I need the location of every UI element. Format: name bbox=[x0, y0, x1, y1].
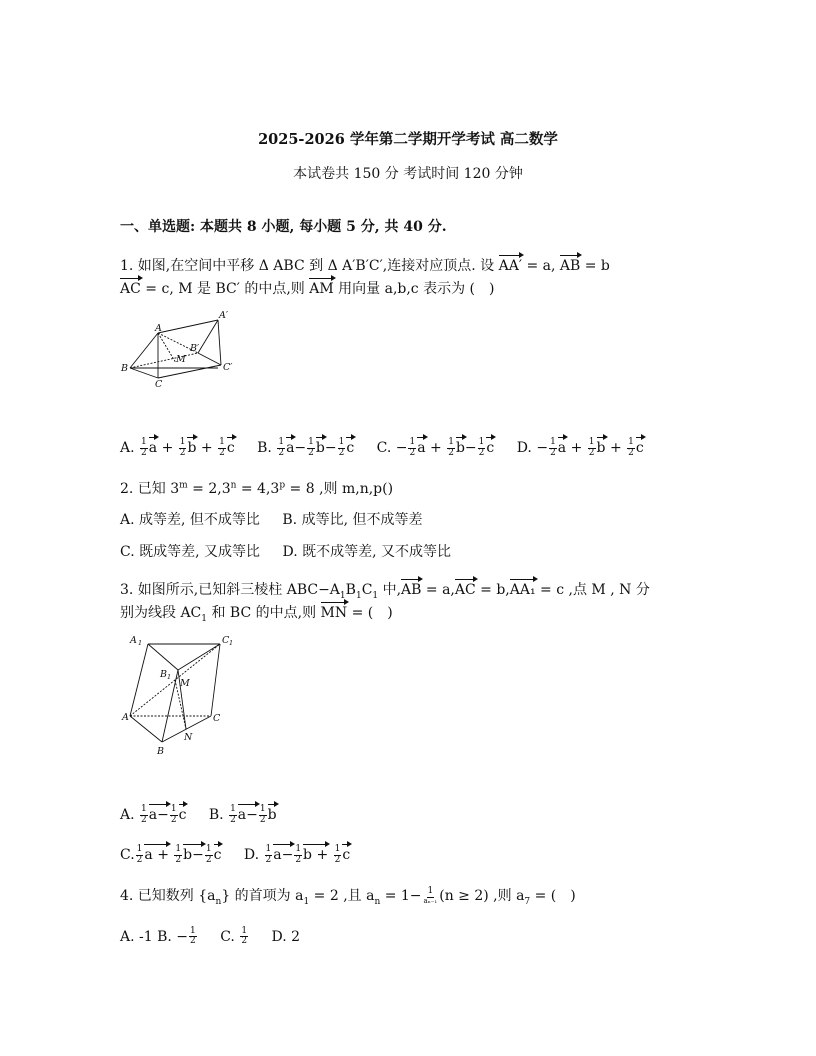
q1-option-c[interactable] bbox=[376, 437, 495, 458]
fraction bbox=[277, 438, 285, 458]
fraction bbox=[140, 805, 148, 825]
sub: n bbox=[215, 896, 222, 907]
num: 1 bbox=[588, 437, 595, 448]
fraction bbox=[170, 805, 178, 825]
q3-label-c1-sub: 1 bbox=[229, 639, 234, 647]
q1-text: 用向量 a,b,c 表示为 ( ) bbox=[333, 281, 495, 297]
vector-mn: MN bbox=[321, 601, 348, 620]
q3-text: 和 BC 的中点,则 bbox=[207, 605, 321, 621]
q1-option-b[interactable] bbox=[257, 437, 355, 458]
fraction bbox=[240, 927, 248, 947]
q3-label-b1: B bbox=[160, 669, 167, 680]
vector-b: b bbox=[597, 436, 606, 455]
fraction bbox=[408, 438, 416, 458]
den: 2 bbox=[278, 447, 285, 458]
num: 1 bbox=[190, 926, 196, 936]
sub: 1 bbox=[355, 590, 362, 601]
vector-c: c bbox=[346, 436, 354, 455]
q3-prism-figure bbox=[118, 632, 243, 760]
q1-label-m: M bbox=[176, 354, 186, 365]
fraction bbox=[338, 438, 346, 458]
sub: 1 bbox=[339, 590, 346, 601]
sub: 1 bbox=[201, 613, 208, 624]
q2-stem bbox=[120, 478, 393, 498]
q2-text: = 4,3 bbox=[236, 481, 280, 497]
sign: + bbox=[200, 440, 213, 456]
sub: 1 bbox=[303, 896, 310, 907]
num: 1 bbox=[170, 804, 177, 815]
q1-text: 1. 如图,在空间中平移 bbox=[120, 258, 259, 274]
num: 1 bbox=[241, 926, 248, 936]
q1-eq-a: = a bbox=[522, 258, 551, 274]
num: 1 bbox=[230, 804, 236, 815]
num: 1 bbox=[448, 437, 454, 448]
vector-ab: AB bbox=[401, 578, 421, 597]
vector-a: a bbox=[417, 436, 425, 455]
q1-triangle-prime: Δ A′B′C′ bbox=[327, 258, 383, 274]
option-label: C. bbox=[120, 847, 135, 863]
exam-subtitle: 本试卷共 150 分 考试时间 120 分钟 bbox=[293, 166, 523, 182]
num: 1 bbox=[141, 804, 147, 815]
vector-am: AM bbox=[309, 277, 333, 296]
q1-label-b: B bbox=[121, 363, 128, 374]
num: 1 bbox=[179, 437, 186, 448]
den: 2 bbox=[219, 447, 225, 458]
q3-label-a: A bbox=[122, 712, 129, 723]
den: 2 bbox=[478, 447, 485, 458]
q4-option-c[interactable] bbox=[220, 926, 249, 947]
option-label: D. bbox=[516, 440, 532, 456]
q3-text: = a, bbox=[421, 582, 455, 598]
fraction bbox=[259, 805, 267, 825]
q1-text: , bbox=[550, 258, 560, 274]
vector-c: c bbox=[227, 436, 235, 455]
den: 2 bbox=[448, 447, 454, 458]
num: 1 bbox=[308, 437, 314, 448]
den: 2 bbox=[295, 854, 302, 865]
q1-option-a[interactable] bbox=[120, 437, 235, 458]
den: 2 bbox=[179, 447, 186, 458]
q1-label-c-prime: C′ bbox=[223, 362, 233, 373]
sign: + bbox=[570, 440, 583, 456]
vector-b: b bbox=[187, 436, 196, 455]
q3-text: 3. 如图所示,已知斜三棱柱 ABC−A bbox=[120, 582, 340, 598]
q3-options-row1 bbox=[120, 803, 277, 825]
q2-option-a[interactable]: A. 成等差, 但不成等比 bbox=[120, 512, 260, 528]
term: a− bbox=[149, 803, 169, 822]
num: 1 bbox=[295, 844, 302, 855]
fraction bbox=[140, 438, 148, 458]
den: 2 bbox=[170, 814, 177, 825]
q3-label-a1: A bbox=[130, 635, 137, 646]
fraction bbox=[447, 438, 455, 458]
q3-text: 别为线段 AC bbox=[120, 605, 202, 621]
q4-stem bbox=[120, 885, 576, 907]
vector-aa-prime: AA′ bbox=[499, 254, 522, 273]
section-heading: 一、单选题: 本题共 8 小题, 每小题 5 分, 共 40 分. bbox=[120, 219, 447, 235]
fraction bbox=[136, 845, 144, 865]
den: 2 bbox=[241, 936, 248, 947]
den: aₙ₋₁ bbox=[423, 896, 438, 905]
term: c bbox=[214, 843, 222, 862]
q3-text: C bbox=[361, 582, 373, 598]
sub: 1 bbox=[372, 590, 379, 601]
q4-option-d[interactable]: D. 2 bbox=[271, 928, 301, 945]
den: 2 bbox=[334, 854, 341, 865]
q1-eq-c: = c bbox=[140, 281, 170, 297]
option-label: B. bbox=[208, 807, 224, 823]
q1-triangle-abc: Δ ABC bbox=[258, 258, 305, 274]
q3-label-m: M bbox=[180, 678, 190, 689]
q1-stem-line2 bbox=[120, 277, 494, 298]
exp-p: p bbox=[279, 480, 286, 491]
num: 1 bbox=[278, 437, 285, 448]
den: 2 bbox=[175, 854, 182, 865]
q3-text: B bbox=[345, 582, 356, 598]
q1-text: , M 是 BC′ 的中点,则 bbox=[169, 281, 310, 297]
q3-option-c[interactable] bbox=[120, 844, 222, 865]
q1-options bbox=[120, 436, 662, 458]
sign: − bbox=[536, 440, 549, 456]
q2-option-b[interactable]: B. 成等比, 但不成等差 bbox=[282, 512, 423, 528]
vector-a: a bbox=[286, 436, 294, 455]
num: 1 bbox=[338, 437, 345, 448]
option-label: D. bbox=[243, 847, 260, 863]
q3-option-b[interactable] bbox=[208, 804, 277, 825]
fraction bbox=[588, 438, 596, 458]
option-label: A. bbox=[120, 807, 135, 823]
q4-text: = 2 ,且 a bbox=[309, 888, 375, 904]
q3-text: = b, bbox=[475, 582, 510, 598]
exp-m: m bbox=[179, 480, 188, 491]
num: 1 bbox=[259, 804, 266, 815]
q2-option-c[interactable]: C. 既成等差, 又成等比 bbox=[120, 544, 261, 560]
den: 2 bbox=[259, 814, 266, 825]
sign: + bbox=[430, 440, 442, 456]
sub: 7 bbox=[524, 896, 531, 907]
sub: n bbox=[374, 896, 381, 907]
sign: − bbox=[294, 440, 307, 456]
option-label: C. bbox=[220, 928, 235, 945]
q2-text: = 8 ,则 m,n,p() bbox=[285, 481, 394, 497]
fraction bbox=[189, 927, 197, 947]
q3-label-b1-sub: 1 bbox=[167, 673, 172, 681]
q1-text: 到 bbox=[304, 258, 328, 274]
term: c bbox=[342, 843, 350, 862]
num: 1 bbox=[136, 844, 143, 855]
option-label: B. − bbox=[157, 928, 189, 945]
q3-option-d[interactable] bbox=[243, 844, 351, 865]
num: 1 bbox=[550, 437, 556, 448]
fraction bbox=[265, 845, 273, 865]
num: 1 bbox=[334, 844, 341, 855]
den: 2 bbox=[588, 447, 595, 458]
num: 1 bbox=[219, 437, 225, 448]
vector-a: a bbox=[558, 436, 566, 455]
fraction bbox=[218, 438, 226, 458]
vector-ab: AB bbox=[560, 254, 580, 273]
num: 1 bbox=[409, 437, 416, 448]
den: 2 bbox=[190, 936, 196, 947]
den: 2 bbox=[141, 814, 147, 825]
vector-c: c bbox=[486, 436, 494, 455]
den: 2 bbox=[205, 854, 212, 865]
term: b bbox=[268, 803, 277, 822]
q3-options-row2 bbox=[120, 843, 350, 865]
num: 1 bbox=[427, 886, 434, 897]
q1-stem-line1 bbox=[120, 254, 610, 275]
q3-text: = c ,点 M , N 分 bbox=[535, 582, 650, 598]
option-label: C. bbox=[376, 440, 392, 456]
den: 2 bbox=[308, 447, 314, 458]
q1-label-b-prime: B′ bbox=[190, 343, 200, 354]
den: 2 bbox=[338, 447, 345, 458]
q1-label-a-prime: A′ bbox=[219, 310, 229, 321]
vector-ac: AC bbox=[120, 277, 141, 296]
term: b + bbox=[303, 843, 328, 862]
num: 1 bbox=[265, 844, 272, 855]
q4-text: } 的首项为 a bbox=[221, 888, 304, 904]
option-label: B. bbox=[257, 440, 272, 456]
sign: − bbox=[464, 440, 477, 456]
num: 1 bbox=[141, 437, 147, 448]
term: c bbox=[179, 803, 187, 822]
vector-b: b bbox=[456, 436, 465, 455]
q3-text: 中, bbox=[378, 582, 402, 598]
q4-text: (n ≥ 2) ,则 a bbox=[439, 888, 525, 904]
q4-text: = 1− bbox=[380, 888, 422, 904]
q3-label-c: C bbox=[213, 713, 221, 724]
q2-text: 2. 已知 3 bbox=[120, 481, 180, 497]
q3-label-c1: C bbox=[222, 635, 230, 646]
den: 2 bbox=[628, 447, 634, 458]
exp-n: n bbox=[230, 480, 237, 491]
q3-stem-line1 bbox=[120, 578, 650, 601]
den: 2 bbox=[136, 854, 143, 865]
fraction bbox=[423, 887, 439, 905]
q4-option-b[interactable] bbox=[157, 926, 198, 947]
term: a− bbox=[273, 843, 293, 862]
vector-c: c bbox=[636, 436, 644, 455]
q1-label-a: A bbox=[155, 323, 162, 334]
fraction bbox=[549, 438, 557, 458]
fraction bbox=[205, 845, 213, 865]
num: 1 bbox=[175, 844, 182, 855]
q2-options-row2 bbox=[120, 541, 451, 561]
q3-label-n: N bbox=[184, 732, 193, 743]
sign: + bbox=[161, 440, 174, 456]
q1-option-d[interactable] bbox=[516, 437, 644, 458]
vector-ac: AC bbox=[455, 578, 476, 597]
q4-options bbox=[120, 927, 300, 947]
q4-text: 4. 已知数列 {a bbox=[120, 888, 216, 904]
q1-eq-b: = b bbox=[580, 258, 610, 274]
q3-option-a[interactable] bbox=[120, 804, 187, 825]
q1-text: ,连接对应顶点. 设 bbox=[382, 258, 499, 274]
den: 2 bbox=[141, 447, 147, 458]
den: 2 bbox=[550, 447, 556, 458]
den: 2 bbox=[230, 814, 236, 825]
sign: + bbox=[609, 440, 622, 456]
fraction bbox=[627, 438, 635, 458]
sign: − bbox=[324, 440, 337, 456]
vector-b: b bbox=[316, 436, 325, 455]
vector-aa1: AA₁ bbox=[510, 578, 536, 597]
q2-option-d[interactable]: D. 既不成等差, 又不成等比 bbox=[282, 544, 451, 560]
fraction bbox=[478, 438, 486, 458]
fraction bbox=[229, 805, 237, 825]
q3-label-a1-sub: 1 bbox=[138, 639, 143, 647]
term: a + bbox=[144, 843, 169, 862]
fraction bbox=[294, 845, 302, 865]
fraction bbox=[174, 845, 182, 865]
q3-label-b: B bbox=[157, 746, 164, 757]
fraction bbox=[179, 438, 187, 458]
num: 1 bbox=[478, 437, 485, 448]
q4-option-a[interactable]: A. -1 bbox=[120, 928, 153, 945]
den: 2 bbox=[265, 854, 272, 865]
vector-a: a bbox=[149, 436, 157, 455]
exam-title: 2025-2026 学年第二学期开学考试 高二数学 bbox=[258, 131, 558, 148]
num: 1 bbox=[628, 437, 634, 448]
den: 2 bbox=[409, 447, 416, 458]
q1-prism-figure bbox=[118, 308, 243, 390]
term: a− bbox=[238, 803, 258, 822]
q3-text: = ( ) bbox=[347, 605, 393, 621]
q1-label-c: C bbox=[155, 379, 163, 390]
sign: − bbox=[395, 440, 408, 456]
q2-options-row1 bbox=[120, 509, 422, 529]
fraction bbox=[334, 845, 342, 865]
term: b− bbox=[183, 843, 204, 862]
q3-stem-line2 bbox=[120, 601, 393, 624]
q4-text: = ( ) bbox=[530, 888, 576, 904]
option-label: A. bbox=[120, 440, 135, 456]
q2-text: = 2,3 bbox=[187, 481, 231, 497]
num: 1 bbox=[205, 844, 212, 855]
fraction bbox=[307, 438, 315, 458]
